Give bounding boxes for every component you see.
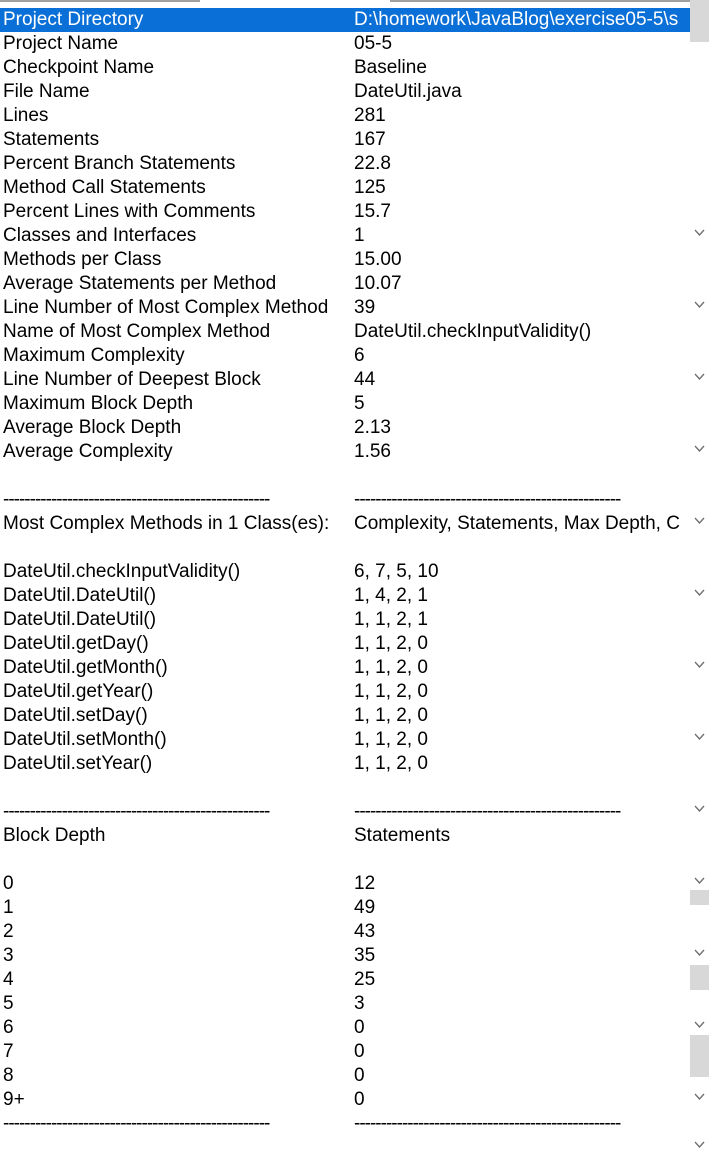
summary-row[interactable] xyxy=(0,128,690,152)
summary-row[interactable] xyxy=(0,8,690,32)
summary-row-label: Percent Lines with Comments xyxy=(3,201,256,222)
depth-row-label: 0 xyxy=(3,873,14,894)
chevron-down-icon[interactable] xyxy=(693,442,706,455)
separator-row-label: -------------------------------------------------- xyxy=(3,1113,270,1134)
summary-row-value: DateUtil.checkInputValidity() xyxy=(354,321,592,342)
summary-row[interactable] xyxy=(0,152,690,176)
scroll-thumb[interactable] xyxy=(690,0,709,42)
method-row-value: 1, 1, 2, 1 xyxy=(354,609,428,630)
method-row-value: 1, 1, 2, 0 xyxy=(354,681,428,702)
summary-row[interactable] xyxy=(0,224,690,248)
method-row-label: DateUtil.getDay() xyxy=(3,633,149,654)
summary-row-value: Baseline xyxy=(354,57,427,78)
summary-row-value: 6 xyxy=(354,345,365,366)
summary-row-value: 22.8 xyxy=(354,153,391,174)
method-row-value: 1, 1, 2, 0 xyxy=(354,633,428,654)
depth-row-label: 9+ xyxy=(3,1089,25,1110)
top-border-gap xyxy=(200,0,390,2)
chevron-down-icon[interactable] xyxy=(693,802,706,815)
depth-row-value: 35 xyxy=(354,945,376,966)
summary-row[interactable] xyxy=(0,416,690,440)
scroll-thumb[interactable] xyxy=(690,1035,709,1077)
metrics-grid xyxy=(0,8,690,1136)
method-row-label: DateUtil.getYear() xyxy=(3,681,154,702)
summary-row-value: 281 xyxy=(354,105,386,126)
depth-header-row[interactable] xyxy=(0,824,690,848)
depth-row-value: 25 xyxy=(354,969,376,990)
summary-row-value: 1.56 xyxy=(354,441,391,462)
depth-row-value: 12 xyxy=(354,873,376,894)
depth-row-label: 7 xyxy=(3,1041,14,1062)
blank-row xyxy=(0,776,690,800)
methods-header-row[interactable] xyxy=(0,512,690,536)
right-control-strip xyxy=(690,0,709,1156)
chevron-down-icon[interactable] xyxy=(693,226,706,239)
chevron-down-icon[interactable] xyxy=(693,1138,706,1151)
blank-row xyxy=(0,536,690,560)
blank-row xyxy=(0,848,690,872)
summary-row-value: 39 xyxy=(354,297,376,318)
separator-row[interactable] xyxy=(0,800,690,824)
summary-row[interactable] xyxy=(0,80,690,104)
summary-row-value: 5 xyxy=(354,393,365,414)
summary-row[interactable] xyxy=(0,344,690,368)
summary-row[interactable] xyxy=(0,320,690,344)
summary-row-value: 44 xyxy=(354,369,376,390)
chevron-down-icon[interactable] xyxy=(693,1090,706,1103)
summary-row-label: Project Directory xyxy=(3,9,144,30)
chevron-down-icon[interactable] xyxy=(693,370,706,383)
depth-row[interactable] xyxy=(0,968,690,992)
summary-row-label: Checkpoint Name xyxy=(3,57,155,78)
chevron-down-icon[interactable] xyxy=(693,1018,706,1031)
method-row-label: DateUtil.setDay() xyxy=(3,705,148,726)
method-row-label: DateUtil.DateUtil() xyxy=(3,585,157,606)
depth-row[interactable] xyxy=(0,1016,690,1040)
depth-row-value: 43 xyxy=(354,921,376,942)
summary-row-label: Classes and Interfaces xyxy=(3,225,197,246)
separator-row-value: -------------------------------------------------- xyxy=(354,801,621,822)
depth-row-value: 0 xyxy=(354,1089,365,1110)
method-row-label: DateUtil.setMonth() xyxy=(3,729,167,750)
summary-row[interactable] xyxy=(0,176,690,200)
depth-row[interactable] xyxy=(0,1064,690,1088)
separator-row-value: -------------------------------------------------- xyxy=(354,489,621,510)
method-row-value: 6, 7, 5, 10 xyxy=(354,561,439,582)
depth-row[interactable] xyxy=(0,944,690,968)
chevron-down-icon[interactable] xyxy=(693,514,706,527)
summary-row-label: Maximum Complexity xyxy=(3,345,185,366)
chevron-down-icon[interactable] xyxy=(693,730,706,743)
summary-row-label: Lines xyxy=(3,105,49,126)
summary-row-value: DateUtil.java xyxy=(354,81,462,102)
depth-row-value: 3 xyxy=(354,993,365,1014)
separator-row-value: -------------------------------------------------- xyxy=(354,1113,621,1134)
method-row[interactable] xyxy=(0,560,690,584)
depth-row[interactable] xyxy=(0,1040,690,1064)
scroll-thumb[interactable] xyxy=(690,965,709,990)
method-row-value: 1, 1, 2, 0 xyxy=(354,729,428,750)
summary-row-label: Project Name xyxy=(3,33,119,54)
method-row[interactable] xyxy=(0,584,690,608)
method-row-label: DateUtil.checkInputValidity() xyxy=(3,561,241,582)
separator-row-label: -------------------------------------------------- xyxy=(3,489,270,510)
summary-row-label: Percent Branch Statements xyxy=(3,153,236,174)
summary-row-value: 15.7 xyxy=(354,201,391,222)
depth-row[interactable] xyxy=(0,920,690,944)
summary-row-label: Line Number of Most Complex Method xyxy=(3,297,329,318)
summary-row[interactable] xyxy=(0,104,690,128)
depth-row-value: 0 xyxy=(354,1017,365,1038)
depth-row-label: 6 xyxy=(3,1017,14,1038)
summary-row-label: Name of Most Complex Method xyxy=(3,321,271,342)
summary-row-value: 15.00 xyxy=(354,249,402,270)
method-row[interactable] xyxy=(0,656,690,680)
depth-row-label: 5 xyxy=(3,993,14,1014)
method-row-value: 1, 1, 2, 0 xyxy=(354,753,428,774)
summary-row[interactable] xyxy=(0,248,690,272)
summary-row-value: 1 xyxy=(354,225,365,246)
summary-row[interactable] xyxy=(0,296,690,320)
depth-row-value: 0 xyxy=(354,1065,365,1086)
summary-row-label: Average Complexity xyxy=(3,441,173,462)
summary-row-value: 10.07 xyxy=(354,273,402,294)
methods-header-row-label: Most Complex Methods in 1 Class(es): xyxy=(3,513,330,534)
summary-row[interactable] xyxy=(0,200,690,224)
summary-row-label: Line Number of Deepest Block xyxy=(3,369,261,390)
summary-row-label: File Name xyxy=(3,81,90,102)
summary-row-label: Method Call Statements xyxy=(3,177,206,198)
method-row-value: 1, 4, 2, 1 xyxy=(354,585,428,606)
method-row[interactable] xyxy=(0,680,690,704)
separator-row-label: -------------------------------------------------- xyxy=(3,801,270,822)
chevron-down-icon[interactable] xyxy=(693,586,706,599)
blank-row xyxy=(0,464,690,488)
depth-row[interactable] xyxy=(0,872,690,896)
summary-row-label: Methods per Class xyxy=(3,249,162,270)
methods-header-row-value: Complexity, Statements, Max Depth, C xyxy=(354,513,680,534)
summary-row[interactable] xyxy=(0,32,690,56)
summary-row[interactable] xyxy=(0,392,690,416)
depth-row-label: 8 xyxy=(3,1065,14,1086)
method-row-label: DateUtil.getMonth() xyxy=(3,657,168,678)
method-row-label: DateUtil.DateUtil() xyxy=(3,609,157,630)
depth-row-label: 4 xyxy=(3,969,14,990)
depth-row-label: 2 xyxy=(3,921,14,942)
method-row-label: DateUtil.setYear() xyxy=(3,753,153,774)
summary-row-value: D:\homework\JavaBlog\exercise05-5\s xyxy=(354,9,679,30)
summary-row-value: 05-5 xyxy=(354,33,393,54)
method-row[interactable] xyxy=(0,728,690,752)
depth-row[interactable] xyxy=(0,992,690,1016)
summary-row[interactable] xyxy=(0,440,690,464)
depth-row-value: 0 xyxy=(354,1041,365,1062)
summary-row-label: Maximum Block Depth xyxy=(3,393,194,414)
scroll-thumb[interactable] xyxy=(690,890,709,905)
method-row[interactable] xyxy=(0,608,690,632)
method-row-value: 1, 1, 2, 0 xyxy=(354,657,428,678)
depth-row-label: 3 xyxy=(3,945,14,966)
summary-row[interactable] xyxy=(0,368,690,392)
separator-row[interactable] xyxy=(0,488,690,512)
depth-row[interactable] xyxy=(0,1088,690,1112)
chevron-down-icon[interactable] xyxy=(693,946,706,959)
chevron-down-icon[interactable] xyxy=(693,658,706,671)
summary-row[interactable] xyxy=(0,56,690,80)
method-row[interactable] xyxy=(0,632,690,656)
summary-row-label: Average Statements per Method xyxy=(3,273,277,294)
chevron-down-icon[interactable] xyxy=(693,298,706,311)
method-row[interactable] xyxy=(0,752,690,776)
depth-header-row-label: Block Depth xyxy=(3,825,106,846)
depth-row-label: 1 xyxy=(3,897,14,918)
summary-row-label: Average Block Depth xyxy=(3,417,182,438)
chevron-down-icon[interactable] xyxy=(693,874,706,887)
summary-row-value: 2.13 xyxy=(354,417,391,438)
summary-row-value: 167 xyxy=(354,129,386,150)
summary-row-value: 125 xyxy=(354,177,386,198)
method-row-value: 1, 1, 2, 0 xyxy=(354,705,428,726)
summary-row[interactable] xyxy=(0,272,690,296)
summary-row-label: Statements xyxy=(3,129,100,150)
separator-row[interactable] xyxy=(0,1112,690,1136)
depth-header-row-value: Statements xyxy=(354,825,451,846)
depth-row[interactable] xyxy=(0,896,690,920)
method-row[interactable] xyxy=(0,704,690,728)
depth-row-value: 49 xyxy=(354,897,376,918)
